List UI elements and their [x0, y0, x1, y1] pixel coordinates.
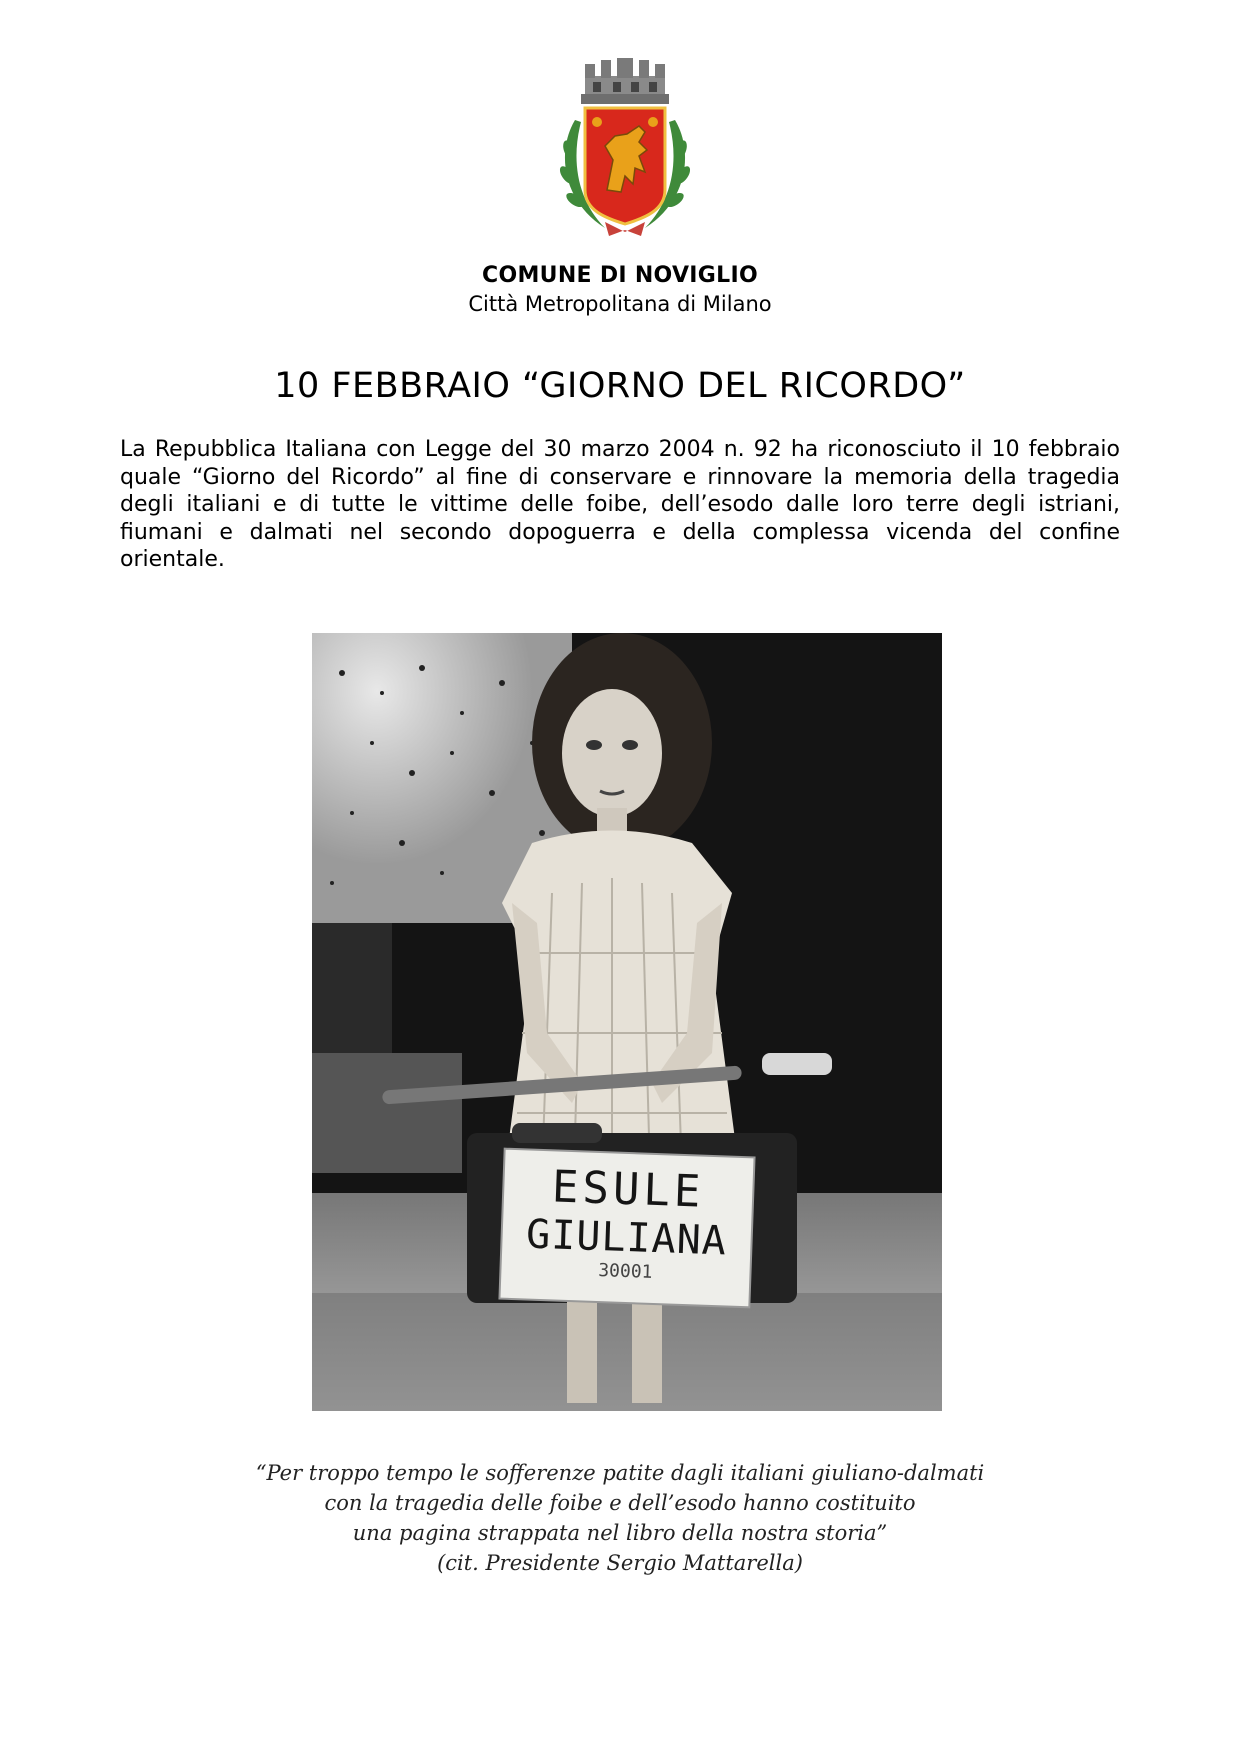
quote-line-2: con la tragedia delle foibe e dell’esodo hanno costituito: [324, 1491, 916, 1515]
shield-icon: [585, 108, 665, 224]
historic-photo: [312, 633, 942, 1411]
crown-icon: [581, 58, 669, 104]
sign-line-2: GIULIANA: [525, 1211, 728, 1265]
page-title: 10 FEBBRAIO “GIORNO DEL RICORDO”: [274, 366, 966, 406]
quote-line-1: “Per troppo tempo le sofferenze patite dagli italiani giuliano-dalmati: [255, 1461, 985, 1485]
quote-line-3: una pagina strappata nel libro della nostra storia”: [352, 1521, 888, 1545]
intro-paragraph: La Repubblica Italiana con Legge del 30 marzo 2004 n. 92 ha riconosciuto il 10 febbraio quale “Giorno del Ricordo” al fine di conservare e rinnovare la memoria della tragedia degli italiani e di tutte le vittime delle foibe, dell’esodo dalle loro terre degli istriani, fiumani e dalmati nel secondo dopoguerra e della complessa vicenda del confine orientale.: [120, 437, 1120, 572]
coat-of-arms-icon: [555, 50, 695, 240]
quote-citation: (cit. Presidente Sergio Mattarella): [437, 1551, 803, 1575]
sign-line-1: ESULE: [551, 1161, 706, 1218]
municipality-name: COMUNE DI NOVIGLIO: [482, 263, 758, 288]
municipality-subtitle: Città Metropolitana di Milano: [468, 292, 772, 316]
sign-number: 30001: [597, 1260, 653, 1283]
quote-block: [0, 1458, 1240, 1578]
